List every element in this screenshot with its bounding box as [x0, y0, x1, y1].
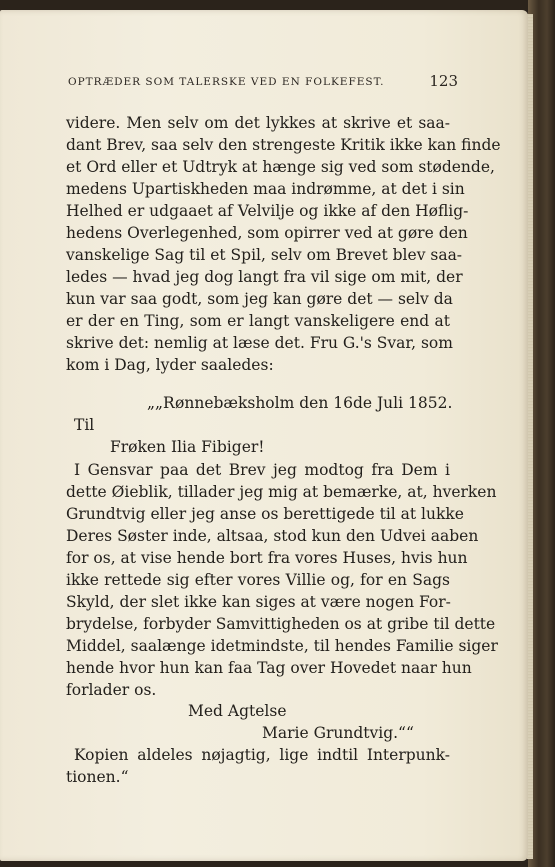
text-line: kom i Dag, lyder saaledes: — [66, 356, 274, 374]
text-line: Helhed er udgaaet af Velvilje og ikke af den Høflig- — [66, 202, 469, 220]
text-line: dant Brev, saa selv den strengeste Kritik ikke kan finde — [66, 136, 501, 154]
text-line: Deres Søster inde, altsaa, stod kun den Udvei aaben — [66, 527, 479, 545]
page-number: 123 — [429, 72, 458, 90]
text-line: Kopien aldeles nøjagtig, lige indtil Interpunk- — [74, 746, 450, 764]
text-line: tionen.“ — [66, 768, 129, 786]
letter-dateline: „„Rønnebæksholm den 16de Juli 1852. — [147, 394, 453, 412]
text-line: ikke rettede sig efter vores Villie og, for en Sags — [66, 571, 450, 589]
letter-signature: Marie Grundtvig.““ — [262, 724, 414, 742]
text-line: er der en Ting, som er langt vanskeligere end at — [66, 312, 450, 330]
text-line: Middel, saalænge idetmindste, til hendes Familie siger — [66, 637, 498, 655]
text-line: brydelse, forbyder Samvittigheden os at gribe til dette — [66, 615, 496, 633]
text-line: Grundtvig eller jeg anse os berettigede til at lukke — [66, 505, 464, 523]
text-line: skrive det: nemlig at læse det. Fru G.'s Svar, som — [66, 334, 453, 352]
text-line: vanskelige Sag til et Spil, selv om Brevet blev saa- — [66, 246, 463, 264]
text-line: for os, at vise hende bort fra vores Huses, hvis hun — [66, 549, 468, 567]
text-line: dette Øieblik, tillader jeg mig at bemærke, at, hverken — [66, 483, 497, 501]
text-line: Skyld, der slet ikke kan siges at være nogen For- — [66, 593, 451, 611]
running-title: OPTRÆDER SOM TALERSKE VED EN FOLKEFEST. — [68, 76, 385, 88]
text-line: videre. Men selv om det lykkes at skrive et saa- — [66, 114, 450, 132]
text-line: medens Upartiskheden maa indrømme, at det i sin — [66, 180, 465, 198]
text-line: ledes — hvad jeg dog langt fra vil sige om mit, der — [66, 268, 463, 286]
text-line: forlader os. — [66, 681, 157, 699]
text-line: hedens Overlegenhed, som opirrer ved at gøre den — [66, 224, 468, 242]
letter-addressee: Frøken Ilia Fibiger! — [110, 438, 265, 456]
text-line: et Ord eller et Udtryk at hænge sig ved som stødende, — [66, 158, 495, 176]
text-line: I Gensvar paa det Brev jeg modtog fra Dem i — [74, 461, 450, 479]
letter-closing: Med Agtelse — [188, 702, 287, 720]
text-line: hende hvor hun kan faa Tag over Hovedet naar hun — [66, 659, 472, 677]
text-line: kun var saa godt, som jeg kan gøre det — selv da — [66, 290, 453, 308]
letter-salutation-to: Til — [74, 416, 95, 434]
